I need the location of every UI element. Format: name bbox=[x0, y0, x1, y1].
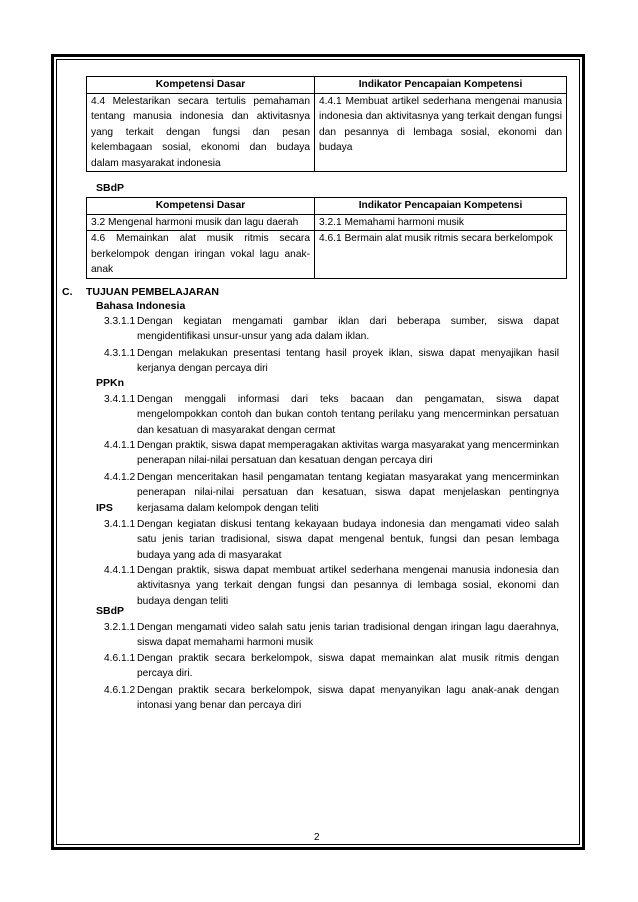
goal-number: 4.6.1.2 bbox=[104, 685, 136, 696]
goal-number: 3.4.1.1 bbox=[104, 519, 136, 530]
goal-text: Dengan praktik, siswa dapat membuat artikel sederhana mengenai manusia indonesia dan aktivitasnya yang terkait dengan fungsi dan pesannya di lembaga sosial, ekonomi dan budaya dengan teliti bbox=[137, 565, 559, 607]
list-item bbox=[104, 438, 559, 469]
section-heading bbox=[62, 286, 219, 298]
goal-text: Dengan menggali informasi dari teks bacaan dan pengamatan, siswa dapat mengelompokkan contoh dan bukan contoh tentang perilaku yang mencerminkan persatuan dan kesatuan di masyarakat dengan cermat bbox=[137, 394, 559, 436]
header-ipk: Indikator Pencapaian Kompetensi bbox=[315, 198, 567, 215]
list-item bbox=[104, 563, 559, 609]
goal-number: 4.3.1.1 bbox=[104, 348, 136, 359]
list-item bbox=[104, 517, 559, 563]
goal-number: 3.3.1.1 bbox=[104, 316, 136, 327]
goal-text: Dengan mengamati video salah satu jenis tarian tradisional dengan iringan lagu daerahnya, siswa dapat memahami harmoni musik bbox=[137, 622, 559, 649]
goal-text: Dengan menceritakan hasil pengamatan tentang kegiatan masyarakat yang mencerminkan penerapan nilai-nilai persatuan dan kesatuan, siswa dapat menjelaskan pentingnya kerjasama dalam kelompok dengan teliti bbox=[137, 472, 559, 514]
section-letter: C. bbox=[62, 286, 73, 298]
ipk-cell: 4.6.1 Bermain alat musik ritmis secara berkelompok bbox=[315, 231, 567, 279]
list-item bbox=[104, 651, 559, 682]
list-item bbox=[104, 392, 559, 438]
goal-number: 4.6.1.1 bbox=[104, 653, 136, 664]
competency-table-1 bbox=[86, 76, 567, 172]
subject-heading: IPS bbox=[96, 502, 113, 514]
list-item bbox=[104, 470, 559, 516]
header-kd: Kompetensi Dasar bbox=[87, 198, 315, 215]
subject-heading: PPKn bbox=[96, 377, 125, 389]
header-kd: Kompetensi Dasar bbox=[87, 77, 315, 94]
goal-text: Dengan melakukan presentasi tentang hasil proyek iklan, siswa dapat menyajikan hasil kerjanya dengan percaya diri bbox=[137, 348, 559, 375]
subject-heading: Bahasa Indonesia bbox=[96, 300, 186, 312]
list-item bbox=[104, 683, 559, 714]
table-header-row bbox=[87, 77, 567, 94]
list-item bbox=[104, 346, 559, 377]
competency-table-2 bbox=[86, 197, 567, 279]
goal-number: 3.4.1.1 bbox=[104, 394, 136, 405]
sbdp-label: SBdP bbox=[96, 182, 125, 194]
kd-cell: 4.4 Melestarikan secara tertulis pemahaman tentang manusia indonesia dan aktivitasnya yang terkait dengan fungsi dan pesan kelembagaan sosial, ekonomi dan budaya dalam masyarakat indonesia bbox=[87, 93, 315, 172]
kd-cell: 3.2 Mengenal harmoni musik dan lagu daerah bbox=[87, 214, 315, 231]
table-row bbox=[87, 214, 567, 231]
section-title: TUJUAN PEMBELAJARAN bbox=[86, 286, 220, 298]
table-row bbox=[87, 231, 567, 279]
goal-number: 3.2.1.1 bbox=[104, 622, 136, 633]
goal-number: 4.4.1.1 bbox=[104, 440, 136, 451]
kd-cell: 4.6 Memainkan alat musik ritmis secara berkelompok dengan iringan vokal lagu anak-anak bbox=[87, 231, 315, 279]
goal-text: Dengan praktik secara berkelompok, siswa dapat memainkan alat musik ritmis dengan percaya diri. bbox=[137, 653, 559, 680]
goal-text: Dengan kegiatan diskusi tentang kekayaan budaya indonesia dan mengamati video salah satu jenis tarian tradisional, siswa dapat mengenal bentuk, fungsi dan pesan lembaga budaya yang ada di masyarakat bbox=[137, 519, 559, 561]
goal-number: 4.4.1.1 bbox=[104, 565, 136, 576]
goal-text: Dengan kegiatan mengamati gambar iklan dari beberapa sumber, siswa dapat mengidentifikasi unsur-unsur yang ada dalam iklan. bbox=[137, 316, 559, 343]
header-ipk: Indikator Pencapaian Kompetensi bbox=[315, 77, 567, 94]
goal-text: Dengan praktik, siswa dapat memperagakan aktivitas warga masyarakat yang mencerminkan penerapan nilai-nilai persatuan dan kesatuan dengan percaya diri bbox=[137, 440, 559, 467]
list-item bbox=[104, 620, 559, 651]
subject-heading: SBdP bbox=[96, 605, 125, 617]
table-row bbox=[87, 93, 567, 172]
page-number: 2 bbox=[314, 832, 320, 843]
goal-text: Dengan praktik secara berkelompok, siswa dapat menyanyikan lagu anak-anak dengan intonasi yang benar dan percaya diri bbox=[137, 685, 559, 712]
list-item bbox=[104, 314, 559, 345]
ipk-cell: 4.4.1 Membuat artikel sederhana mengenai manusia indonesia dan aktivitasnya yang terkait dengan fungsi dan pesannya di lembaga sosial, ekonomi dan budaya bbox=[315, 93, 567, 172]
goal-number: 4.4.1.2 bbox=[104, 472, 136, 483]
ipk-cell: 3.2.1 Memahami harmoni musik bbox=[315, 214, 567, 231]
table-header-row bbox=[87, 198, 567, 215]
